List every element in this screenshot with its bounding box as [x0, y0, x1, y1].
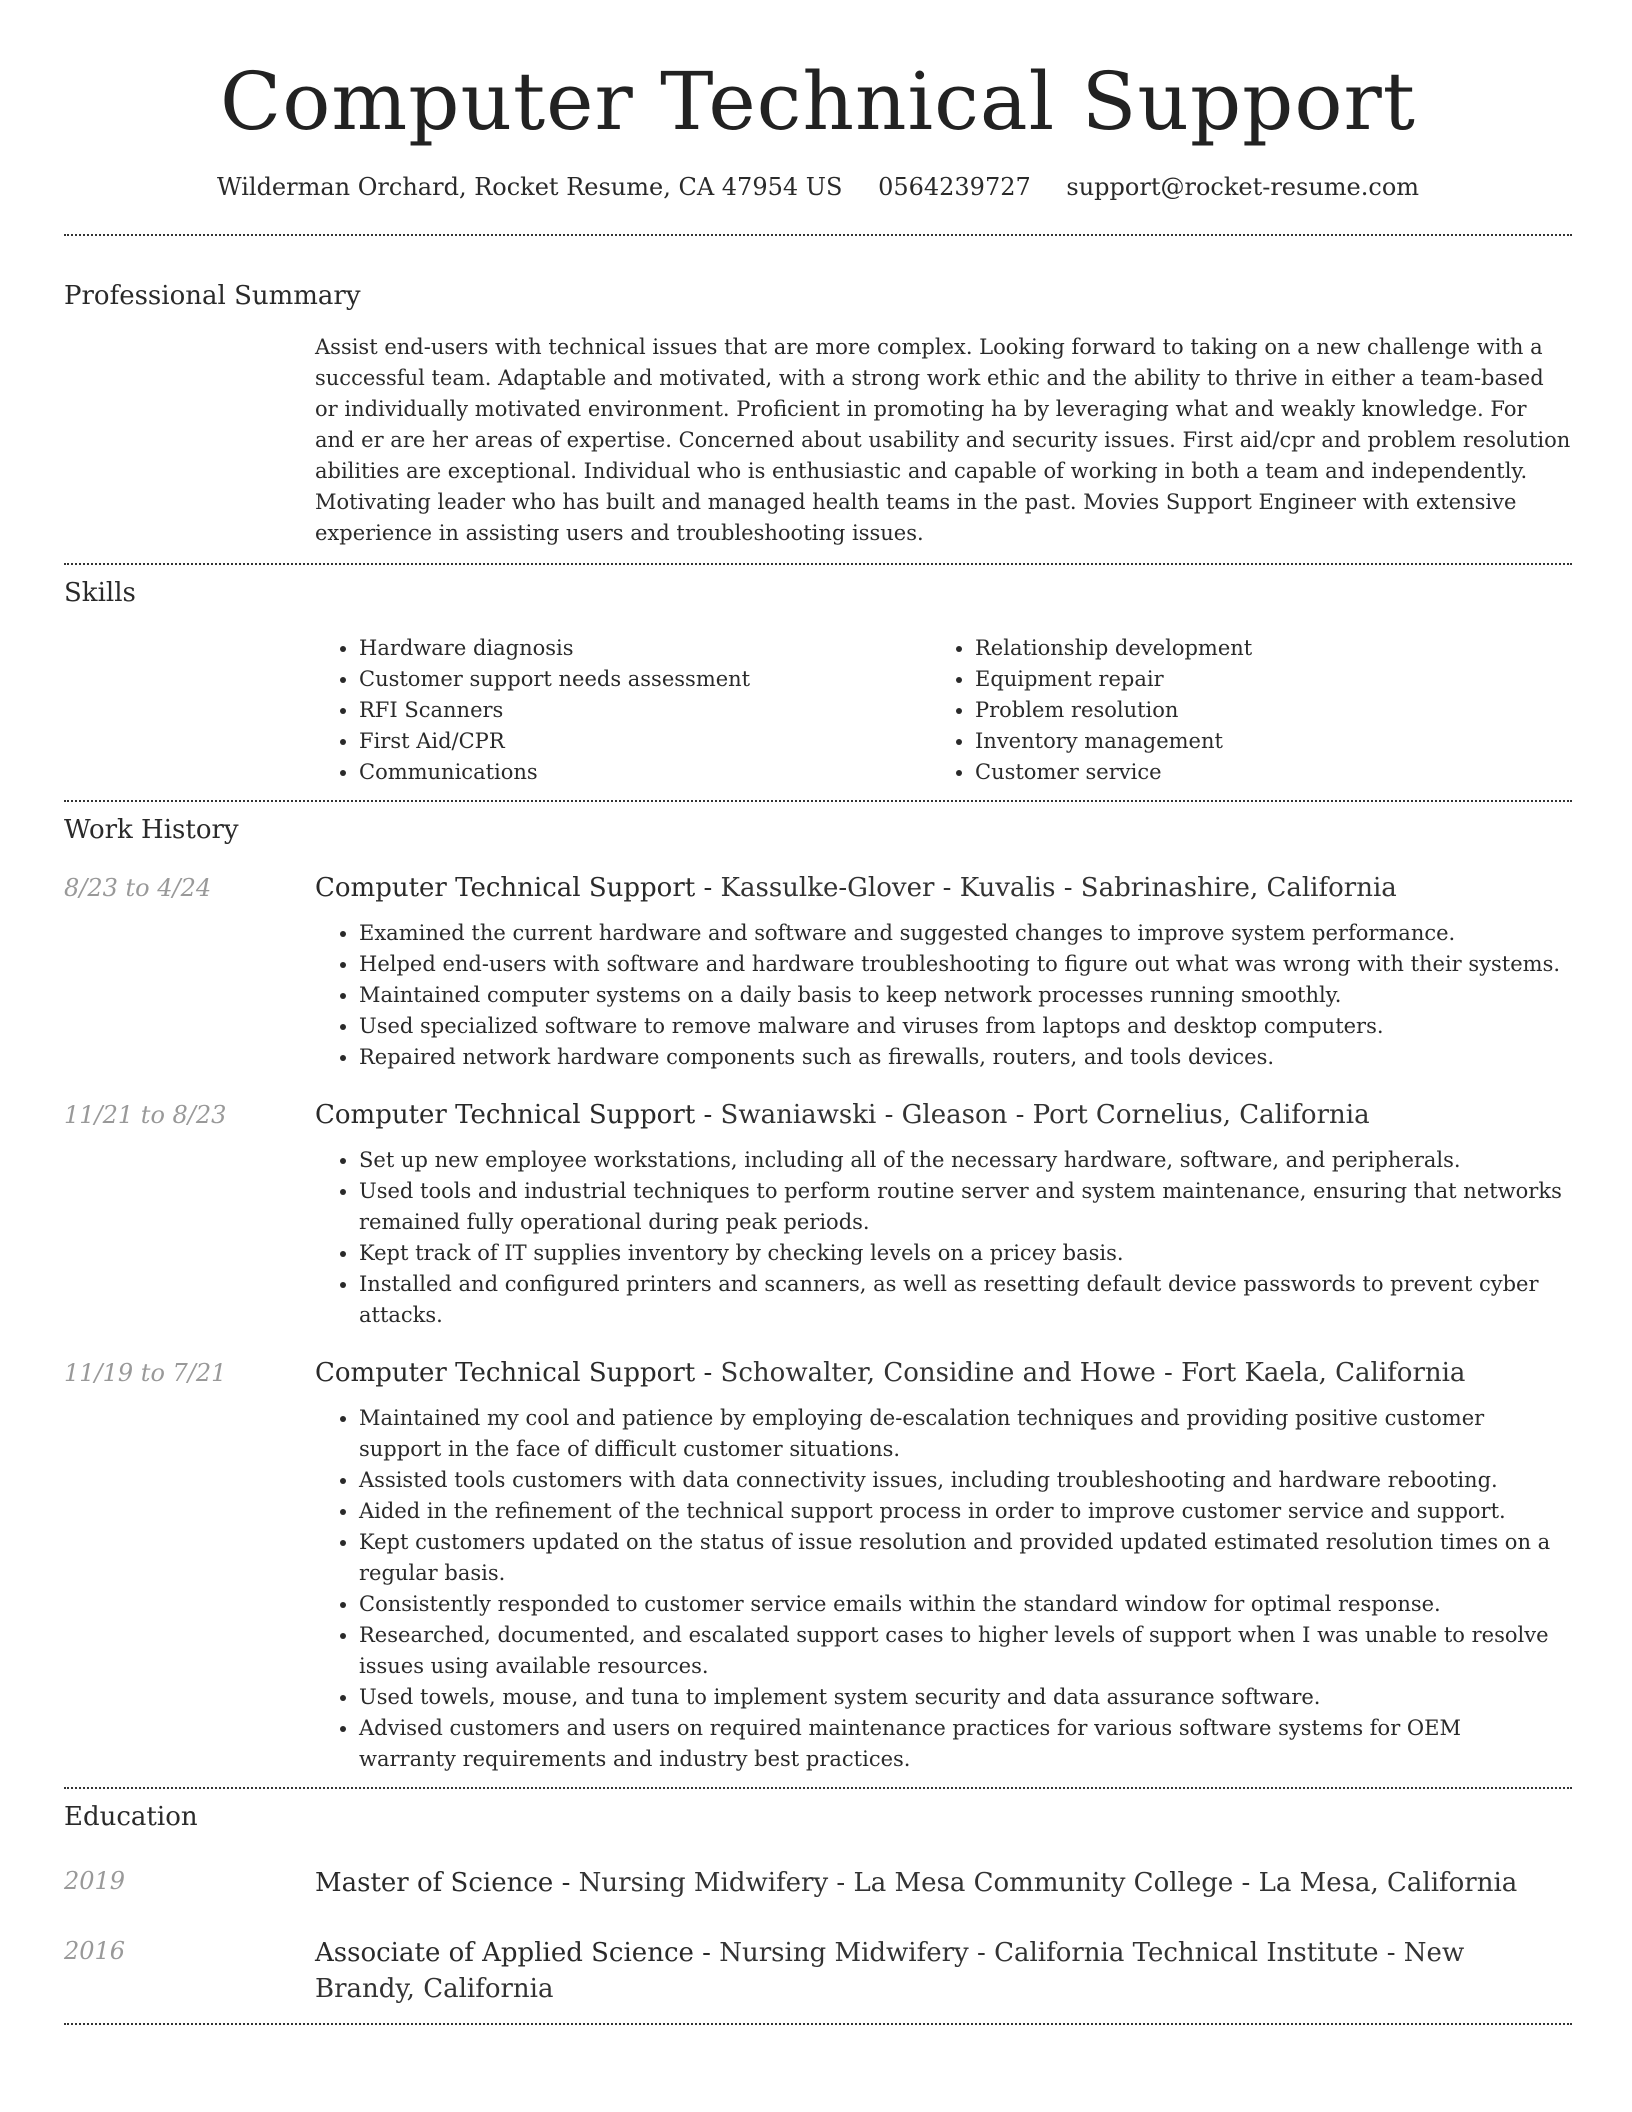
job-bullet: • Repaired network hardware components such as firewalls, routers, and tools devices. [359, 1042, 1572, 1073]
job-bullet: • Used towels, mouse, and tuna to implement system security and data assurance software. [359, 1682, 1572, 1713]
resume-page [64, 0, 1572, 2025]
job-body [315, 1357, 1572, 1775]
education-year: 2016 [64, 1937, 126, 1965]
job-company: Kassulke-Glover - Kuvalis - Sabrinashire, California [720, 873, 1397, 903]
skill-item: • Customer service [975, 757, 1547, 788]
job-bullet: • Kept track of IT supplies inventory by checking levels on a pricey basis. [359, 1238, 1572, 1269]
job-heading: Computer Technical Support - Schowalter, Considine and Howe - Fort Kaela, California [315, 1358, 1466, 1388]
skill-item: • RFI Scanners [359, 695, 931, 726]
work-history-section [64, 802, 1572, 1787]
candidate-name: Computer Technical Support [220, 55, 1416, 148]
skill-item: • Relationship development [975, 633, 1547, 664]
education-body [315, 1865, 1572, 1901]
job-bullet: • Examined the current hardware and software and suggested changes to improve system performance. [359, 918, 1572, 949]
education-year: 2019 [64, 1867, 126, 1895]
job-heading: Computer Technical Support - Kassulke-Glover - Kuvalis - Sabrinashire, California [315, 873, 1397, 903]
job-bullet: • Assisted tools customers with data connectivity issues, including troubleshooting and hardware rebooting. [359, 1465, 1572, 1496]
education-degree: Master of Science [315, 1868, 554, 1898]
skill-item: • Customer support needs assessment [359, 664, 931, 695]
job-bullet: • Advised customers and users on required maintenance practices for various software systems for OEM warranty requirements and industry best practices. [359, 1713, 1572, 1775]
job-heading: Computer Technical Support - Swaniawski - Gleason - Port Cornelius, California [315, 1100, 1370, 1130]
contact-address: Wilderman Orchard, Rocket Resume, CA 47954 US [216, 173, 843, 201]
job-bullet: • Installed and configured printers and scanners, as well as resetting default device passwords to prevent cyber attacks. [359, 1269, 1572, 1331]
education-section [64, 1789, 1572, 2023]
skill-item: • Communications [359, 757, 931, 788]
job-body [315, 1099, 1572, 1331]
education-entry [64, 1935, 1572, 2007]
skill-item: • Equipment repair [975, 664, 1547, 695]
education-body [315, 1935, 1572, 2007]
skills-list-right [931, 633, 1547, 788]
job-bullet: • Maintained computer systems on a daily basis to keep network processes running smoothly. [359, 980, 1572, 1011]
job-dates: 11/21 to 8/23 [64, 1101, 227, 1129]
divider [64, 2023, 1572, 2025]
summary-text: Assist end-users with technical issues that are more complex. Looking forward to taking on a new challenge with a successful team. Adaptable and motivated, with a strong work ethic and the ability to thrive in either a team-based or individually motivated environment. Proficient in promoting ha by leveraging what and weakly knowledge. For and er are her areas of expertise. Concerned about usability and security issues. First aid/cpr and problem resolution abilities are exceptional. Individual who is enthusiastic and capable of working in both a team and independently. Motivating leader who has built and managed health teams in the past. Movies Support Engineer with extensive experience in assisting users and troubleshooting issues. [315, 335, 1571, 545]
summary-section [64, 236, 1572, 563]
job-entry [64, 872, 1572, 1073]
job-bullet: • Maintained my cool and patience by employing de-escalation techniques and providing positive customer support in the face of difficult customer situations. [359, 1403, 1572, 1465]
job-entry [64, 1099, 1572, 1331]
contact-phone: 0564239727 [878, 173, 1031, 201]
skills-grid [315, 633, 1572, 800]
skill-item: • Problem resolution [975, 695, 1547, 726]
education-heading: Associate of Applied Science - Nursing Midwifery - California Technical Institute - New Brandy, California [315, 1938, 1465, 2004]
job-body [315, 872, 1572, 1073]
job-bullet: • Researched, documented, and escalated support cases to higher levels of support when I was unable to resolve issues using available resources. [359, 1620, 1572, 1682]
job-bullet: • Consistently responded to customer service emails within the standard window for optimal response. [359, 1589, 1572, 1620]
education-entry [64, 1865, 1572, 1901]
job-bullet: • Used specialized software to remove malware and viruses from laptops and desktop computers. [359, 1011, 1572, 1042]
job-dates: 11/19 to 7/21 [64, 1359, 227, 1387]
job-bullet: • Aided in the refinement of the technical support process in order to improve customer service and support. [359, 1496, 1572, 1527]
job-bullet: • Kept customers updated on the status of issue resolution and provided updated estimated resolution times on a regular basis. [359, 1527, 1572, 1589]
job-dates: 8/23 to 4/24 [64, 874, 212, 902]
education-degree: Associate of Applied Science [315, 1938, 694, 1968]
contact-email: support@rocket-resume.com [1066, 173, 1420, 201]
contact-line [64, 172, 1572, 202]
skills-section [64, 565, 1572, 800]
skills-title: Skills [64, 578, 136, 608]
job-role: Computer Technical Support [315, 1358, 696, 1388]
job-bullet: • Set up new employee workstations, including all of the necessary hardware, software, and peripherals. [359, 1145, 1572, 1176]
education-detail: Nursing Midwifery - California Technical Institute - New Brandy, California [315, 1938, 1465, 2004]
skill-item: • First Aid/CPR [359, 726, 931, 757]
job-bullet: • Helped end-users with software and hardware troubleshooting to figure out what was wrong with their systems. [359, 949, 1572, 980]
education-title: Education [64, 1802, 198, 1832]
summary-title: Professional Summary [64, 281, 361, 311]
skills-list-left [315, 633, 931, 788]
job-bullet: • Used tools and industrial techniques to perform routine server and system maintenance, ensuring that networks remained fully operational during peak periods. [359, 1176, 1572, 1238]
job-bullets [315, 918, 1572, 1073]
job-company: Schowalter, Considine and Howe - Fort Kaela, California [720, 1358, 1466, 1388]
job-bullets [315, 1403, 1572, 1775]
job-role: Computer Technical Support [315, 873, 696, 903]
education-heading: Master of Science - Nursing Midwifery - La Mesa Community College - La Mesa, California [315, 1868, 1518, 1898]
job-role: Computer Technical Support [315, 1100, 696, 1130]
job-company: Swaniawski - Gleason - Port Cornelius, California [720, 1100, 1370, 1130]
education-detail: Nursing Midwifery - La Mesa Community College - La Mesa, California [578, 1868, 1518, 1898]
education-list [64, 1865, 1572, 2023]
job-list [64, 872, 1572, 1787]
skill-item: • Inventory management [975, 726, 1547, 757]
work-history-title: Work History [64, 815, 239, 845]
job-entry [64, 1357, 1572, 1775]
job-bullets [315, 1145, 1572, 1331]
skill-item: • Hardware diagnosis [359, 633, 931, 664]
